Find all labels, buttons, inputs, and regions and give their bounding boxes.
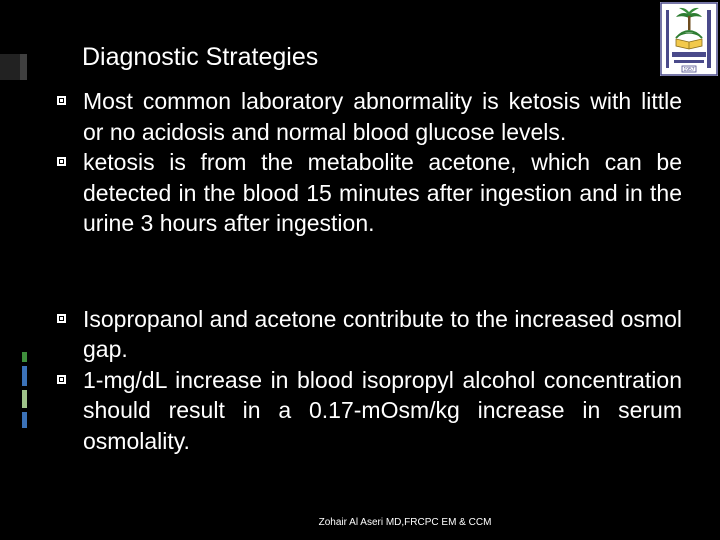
bullet-text: 1-mg/dL increase in blood isopropyl alcohol concentration should result in a 0.17-mOsm/kg increase in serum osmolality. — [83, 366, 682, 454]
bullet-item — [56, 365, 682, 457]
bullet-text: Most common laboratory abnormality is ketosis with little or no acidosis and normal blood glucose levels. — [83, 88, 682, 145]
logo-year: 1957 — [683, 67, 695, 73]
slide-title: Diagnostic Strategies — [82, 43, 319, 71]
accent-bar-top — [0, 54, 20, 80]
bullet-text: Isopropanol and acetone contribute to the increased osmol gap. — [83, 305, 682, 362]
accent-bar-mid-3 — [22, 390, 27, 408]
accent-bar-top-inner — [20, 54, 27, 80]
accent-bar-mid-2 — [22, 366, 27, 386]
accent-bar-mid-4 — [22, 412, 27, 428]
bullet-item — [56, 147, 682, 239]
accent-bar-mid-1 — [22, 352, 27, 362]
bullet-text: ketosis is from the metabolite acetone, which can be detected in the blood 15 minutes after ingestion and in the urine 3 hours after ingestion. — [83, 149, 682, 236]
bullet-square-icon — [56, 156, 67, 167]
bullet-list — [56, 86, 682, 456]
university-crest-icon — [660, 2, 718, 76]
bullet-square-icon — [56, 374, 67, 385]
slide-footer: Zohair Al Aseri MD,FRCPC EM & CCM — [318, 517, 492, 528]
bullet-square-icon — [56, 95, 67, 106]
bullet-spacer — [56, 239, 682, 304]
bullet-square-icon — [56, 313, 67, 324]
bullet-item — [56, 304, 682, 365]
bullet-item — [56, 86, 682, 147]
